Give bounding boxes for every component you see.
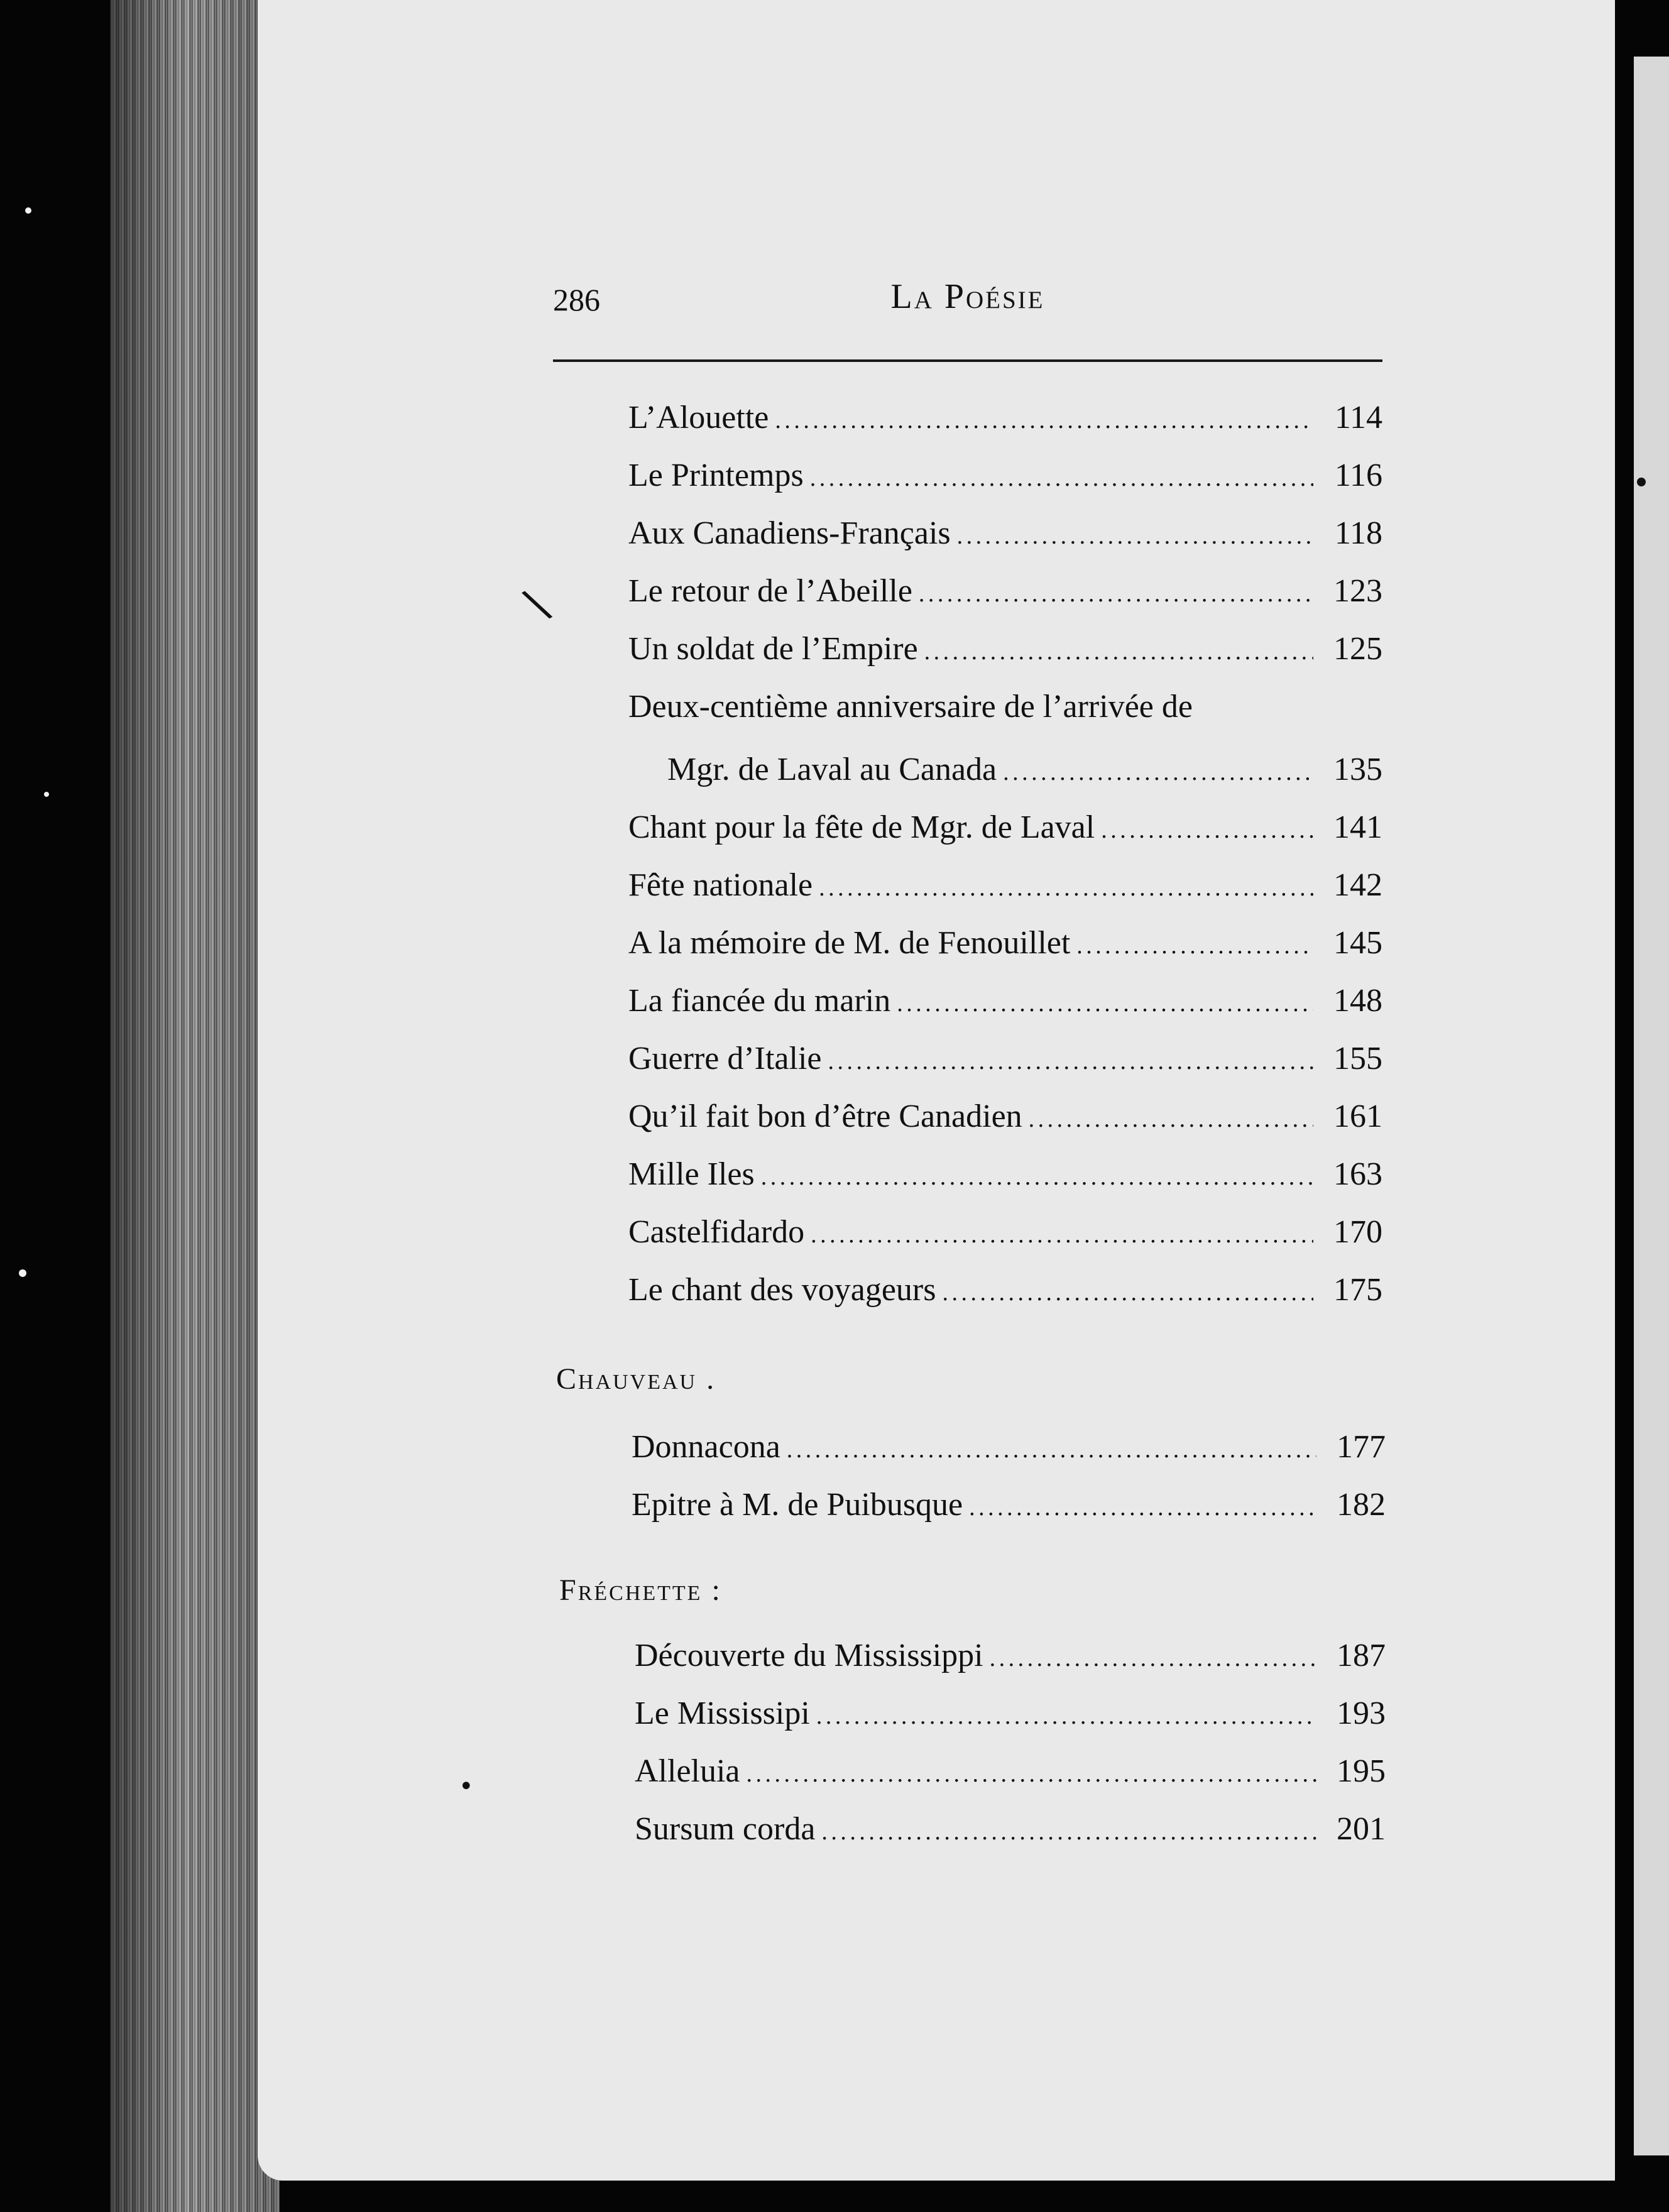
- page-edges-shadow: [110, 0, 280, 2212]
- toc-entry: [628, 1095, 1382, 1139]
- leader-dots: [819, 866, 1313, 910]
- toc-entry-page: 193: [1337, 1695, 1386, 1731]
- toc-entry-title: A la mémoire de M. de Fenouillet: [628, 925, 1071, 961]
- toc-entry-page: 155: [1333, 1041, 1382, 1076]
- toc-entry-title: Le retour de l’Abeille: [628, 573, 912, 609]
- toc-entry-page: 123: [1333, 573, 1382, 609]
- toc-entry-page: 145: [1333, 925, 1382, 961]
- toc-entry: [628, 569, 1382, 613]
- leader-dots: [810, 456, 1313, 500]
- toc-entry: [628, 863, 1382, 907]
- leader-dots: [942, 1271, 1313, 1315]
- leader-dots: [1003, 750, 1313, 794]
- toc-entry-title: Le chant des voyageurs: [628, 1272, 936, 1308]
- toc-entry-title: Chant pour la fête de Mgr. de Laval: [628, 809, 1095, 845]
- toc-entry-title: Aux Canadiens-Français: [628, 515, 951, 551]
- toc-entry-page: 163: [1333, 1156, 1382, 1192]
- toc-entry: [635, 1692, 1386, 1736]
- toc-entry-page: 182: [1337, 1487, 1386, 1523]
- toc-entry-page: 116: [1334, 457, 1382, 493]
- section-heading-frechette: Fréchette :: [559, 1574, 722, 1607]
- toc-entry: [632, 1425, 1386, 1469]
- leader-dots: [924, 630, 1313, 674]
- toc-entry-title: Alleluia: [635, 1753, 740, 1789]
- leader-dots: [828, 1039, 1313, 1083]
- toc-entry: [628, 1153, 1382, 1196]
- toc-entry: [635, 1634, 1386, 1678]
- toc-entry-page: 175: [1333, 1272, 1382, 1308]
- toc-entry-page: 148: [1333, 983, 1382, 1019]
- toc-entry-title: Epitre à M. de Puibusque: [632, 1487, 963, 1523]
- toc-entry-page: 195: [1337, 1753, 1386, 1789]
- toc-entry-title: La fiancée du marin: [628, 983, 891, 1019]
- header-rule: [553, 359, 1382, 362]
- toc-entry-title: Qu’il fait bon d’être Canadien: [628, 1098, 1022, 1134]
- leader-dots: [816, 1694, 1316, 1738]
- toc-entry-page: 177: [1337, 1429, 1386, 1465]
- toc-entry: [635, 1749, 1386, 1793]
- toc-entry-page: 170: [1333, 1214, 1382, 1250]
- toc-entry-title: Donnacona: [632, 1429, 780, 1465]
- toc-entry-page: 118: [1334, 515, 1382, 551]
- toc-entry-title: Guerre d’Italie: [628, 1041, 822, 1076]
- toc-entry-title: Castelfidardo: [628, 1214, 805, 1250]
- toc-entry-page: 114: [1334, 400, 1382, 435]
- dust-speck: [1637, 478, 1646, 486]
- leader-dots: [1076, 924, 1313, 968]
- toc-entry-title: Sursum corda: [635, 1811, 816, 1847]
- toc-entry: [628, 396, 1382, 440]
- toc-entry-title: Mgr. de Laval au Canada: [667, 752, 997, 787]
- leader-dots: [787, 1428, 1316, 1472]
- leader-dots: [775, 398, 1313, 442]
- leader-dots: [990, 1636, 1316, 1680]
- toc-entry-page: 135: [1333, 752, 1382, 787]
- toc-entry: [628, 627, 1382, 671]
- leader-dots: [811, 1213, 1313, 1257]
- toc-entry: [628, 1037, 1382, 1081]
- toc-entry-page: 161: [1333, 1098, 1382, 1134]
- toc-entry-page: 141: [1333, 809, 1382, 845]
- toc-entry: [628, 979, 1382, 1023]
- toc-entry: [628, 512, 1382, 556]
- toc-entry: [628, 921, 1382, 965]
- toc-entry-page: 187: [1337, 1638, 1386, 1673]
- running-head: [553, 276, 1382, 327]
- toc-entry: [632, 1483, 1386, 1527]
- toc-entry-title: Mille Iles: [628, 1156, 755, 1192]
- leader-dots: [969, 1486, 1316, 1530]
- toc-entry-title: Le Mississipi: [635, 1695, 810, 1731]
- stray-pen-mark: \: [517, 578, 556, 630]
- toc-entry-title-line1: Deux-centième anniversaire de l’arrivée de: [628, 689, 1193, 725]
- toc-entry: [628, 454, 1382, 498]
- toc-entry: [628, 1210, 1382, 1254]
- toc-entry-title: L’Alouette: [628, 400, 769, 435]
- toc-entry-title: Le Printemps: [628, 457, 804, 493]
- dust-speck: [25, 207, 31, 214]
- toc-entry-title: Fête nationale: [628, 867, 813, 903]
- ink-dot: •: [459, 1772, 474, 1801]
- leader-dots: [897, 982, 1313, 1026]
- toc-entry: [667, 748, 1382, 792]
- toc-entry: [628, 806, 1382, 850]
- leader-dots: [821, 1810, 1316, 1854]
- dust-speck: [44, 792, 49, 797]
- leader-dots: [747, 1752, 1316, 1796]
- dust-speck: [19, 1269, 26, 1277]
- toc-entry-page: 201: [1337, 1811, 1386, 1847]
- toc-entry-title: Un soldat de l’Empire: [628, 631, 918, 667]
- leader-dots: [919, 572, 1313, 616]
- leader-dots: [1029, 1097, 1313, 1141]
- toc-entry: [628, 1268, 1382, 1312]
- page-title: La Poésie: [890, 277, 1045, 316]
- toc-entry-title: Découverte du Mississippi: [635, 1638, 983, 1673]
- page-number: 286: [553, 282, 600, 317]
- toc-entry-page: 142: [1333, 867, 1382, 903]
- leader-dots: [957, 514, 1313, 558]
- leader-dots: [761, 1155, 1313, 1199]
- facing-page-edge: [1634, 57, 1669, 2155]
- toc-entry: [635, 1807, 1386, 1851]
- leader-dots: [1101, 808, 1313, 852]
- toc-entry-page: 125: [1333, 631, 1382, 667]
- section-heading-chauveau: Chauveau .: [556, 1362, 716, 1396]
